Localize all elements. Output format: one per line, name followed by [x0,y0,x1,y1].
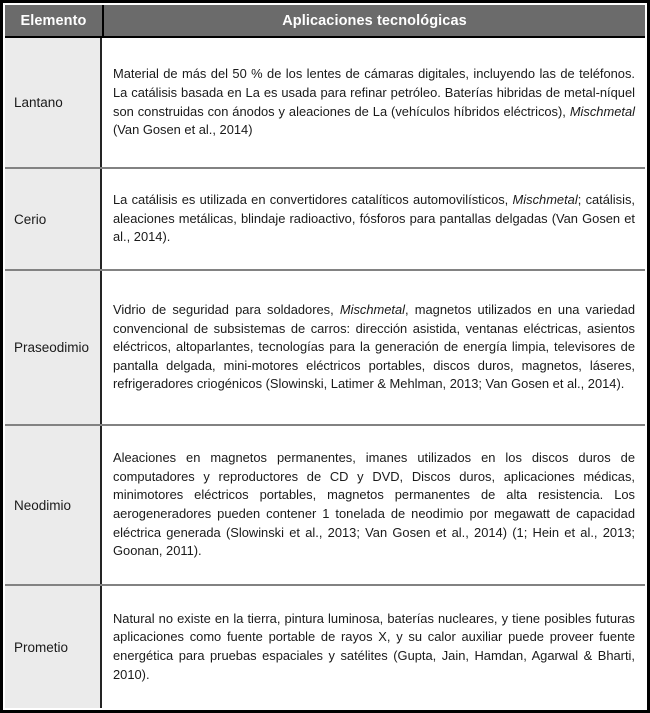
applications-text-praseodimio: Vidrio de seguridad para soldadores, Mischmetal, magnetos utilizados en una variedad convencional de subsistemas de carros: dirección asistida, ventanas eléctricas, asientos eléctricos, altoparlantes, tecnologías para la generación de energía limpia, televisores de pantalla delgada, mini-motores eléctricos portables, discos duros, magnetos, láseres, refrigeradores criogénicos (Slowinski, Latimer & Mehlman, 2013; Van Gosen et al., 2014). [113,302,636,392]
applications-text-cerio: La catálisis es utilizada en convertidores catalíticos automovilísticos, Mischmetal; catálisis, aleaciones metálicas, blindaje radioactivo, fósforos para pantallas delgadas (Van Gosen et al., 2014). [113,192,635,245]
table-row-prometio [5,584,645,708]
applications-text-prometio: Natural no existe en la tierra, pintura luminosa, baterías nucleares, y tiene posibles futuras aplicaciones como fuente portable de rayos X, y su calor auxiliar puede proveer fuente energética para pruebas espaciales y satélites (Gupta, Jain, Hamdan, Agarwal & Bharti, 2010). [113,610,635,682]
header-cell-elemento: Elemento [5,5,104,36]
element-name-neodimio: Neodimio [5,426,102,584]
element-name-prometio: Prometio [5,586,102,708]
table-row-cerio [5,167,645,269]
element-name-praseodimio: Praseodimio [5,271,102,424]
applications-cell-lantano [102,38,645,167]
table-header-row [5,5,645,38]
applications-text-neodimio: Aleaciones en magnetos permanentes, imanes utilizados en los discos duros de computadores y reproductores de CD y DVD, Discos duros, aplicaciones médicas, minimotores eléctricos portables, magnetos permanentes de alta resistencia. Los aerogeneradores pueden contener 1 tonelada de neodimio por megawatt de capacidad eléctrica generada (Slowinski et al., 2013; Van Gosen et al., 2014) (1; Hein et al., 2013; Goonan, 2011). [113,450,635,559]
table-row-neodimio [5,424,645,584]
header-cell-aplicaciones-tecnologicas: Aplicaciones tecnológicas [104,5,645,36]
applications-cell-praseodimio [102,271,645,424]
element-name-lantano: Lantano [5,38,102,167]
applications-cell-prometio [102,586,645,708]
applications-cell-cerio [102,169,645,269]
table-row-praseodimio [5,269,645,424]
applications-cell-neodimio [102,426,645,584]
element-name-cerio: Cerio [5,169,102,269]
table-body [5,38,645,708]
applications-text-lantano: Material de más del 50 % de los lentes de cámaras digitales, incluyendo las de teléfonos. La catálisis basada en La es usada para refinar petróleo. Baterías hibridas de metal-níquel son construidas con ánodos y aleaciones de La (vehículos híbridos eléctricos), Mischmetal (Van Gosen et al., 2014) [113,66,635,138]
table-row-lantano [5,38,645,167]
